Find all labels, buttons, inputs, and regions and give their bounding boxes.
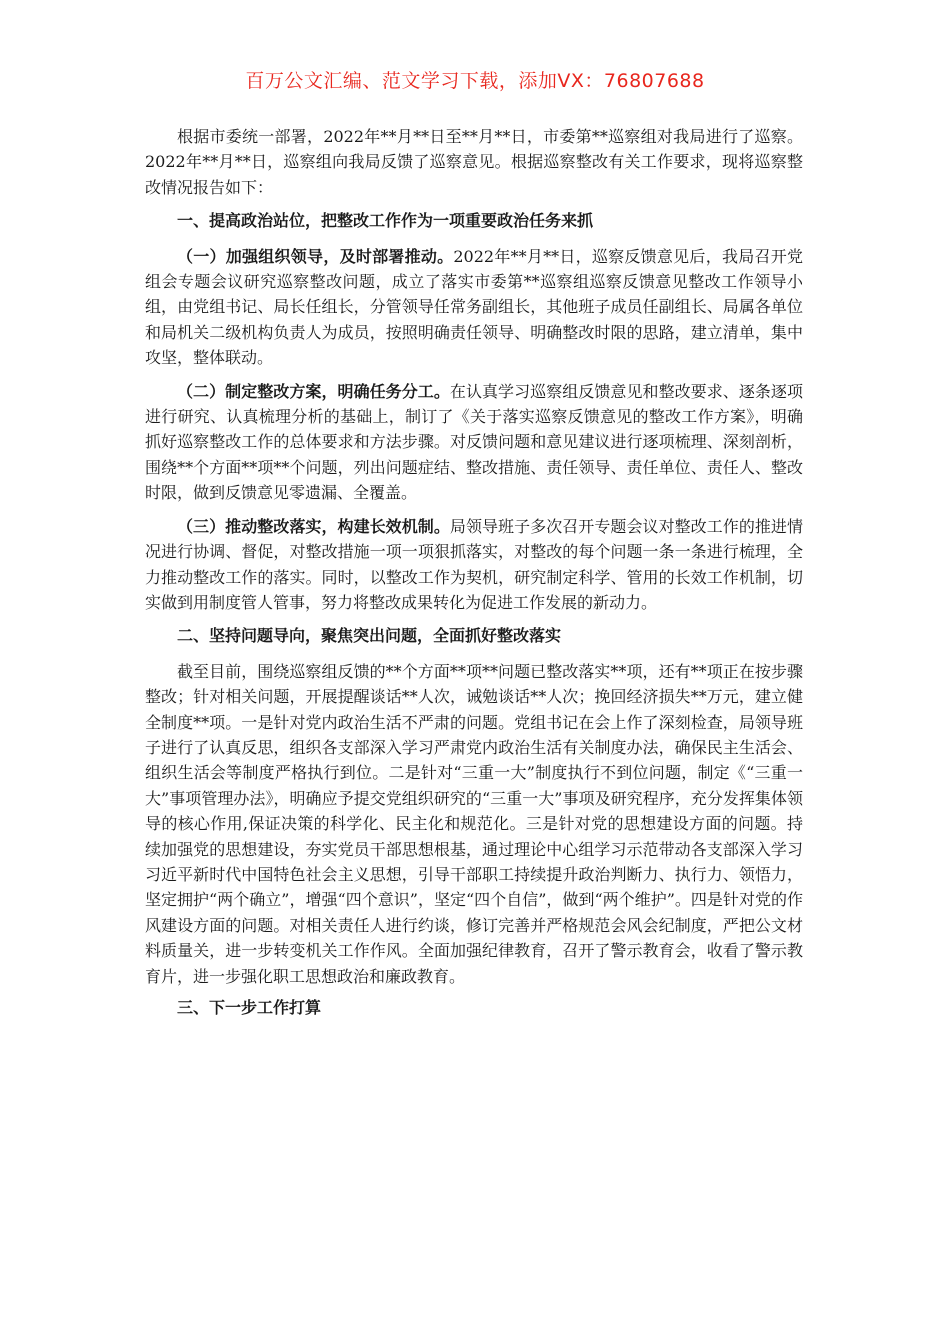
section1-item2-body: 在认真学习巡察组反馈意见和整改要求、逐条逐项进行研究、认真梳理分析的基础上，制订了《关于落实巡察反馈意见的整改工作方案》，明确抓好巡察整改工作的总体要求和方法步骤。对反馈问题和意见建议进行逐项梳理、深刻剖析，围绕**个方面**项**个问题，列出问题症结、整改措施、责任领导、责任单位、责任人、整改时限，做到反馈意见零遗漏、全覆盖。	[145, 381, 803, 503]
section1-item2	[145, 379, 803, 506]
section1-item3-body: 局领导班子多次召开专题会议对整改工作的推进情况进行协调、督促，对整改措施一项一项狠抓落实，对整改的每个问题一条一条进行梳理，全力推动整改工作的落实。同时，以整改工作为契机，研究制定科学、管用的长效工作机制，切实做到用制度管人管事，努力将整改成果转化为促进工作发展的新动力。	[145, 516, 803, 612]
section1-heading: 一、提高政治站位，把整改工作作为一项重要政治任务来抓	[177, 211, 594, 231]
section1-item1-body: 2022年**月**日，巡察反馈意见后，我局召开党组会专题会议研究巡察整改问题，成立了落实市委第**巡察组巡察反馈意见整改工作领导小组，由党组书记、局长任组长，分管领导任常务副组长，其他班子成员任副组长、局属各单位和局机关二级机构负责人为成员，按照明确责任领导、明确整改时限的思路，建立清单，集中攻坚，整体联动。	[145, 246, 803, 368]
section1-item1-title: （一）加强组织领导，及时部署推动。	[177, 246, 454, 266]
promo-banner: 百万公文汇编、范文学习下载，添加VX：76807688	[245, 70, 705, 92]
section1-item3	[145, 514, 803, 616]
section2-body: 截至目前，围绕巡察组反馈的**个方面**项**问题已整改落实**项，还有**项正在按步骤整改；针对相关问题，开展提醒谈话**人次，诫勉谈话**人次；挽回经济损失**万元，建立健全制度**项。一是针对党内政治生活不严肃的问题。党组书记在会上作了深刻检查，局领导班子进行了认真反思，组织各支部深入学习严肃党内政治生活有关制度办法，确保民主生活会、组织生活会等制度严格执行到位。二是针对“三重一大”制度执行不到位问题，制定《“三重一大”事项管理办法》，明确应予提交党组织研究的“三重一大”事项及研究程序，充分发挥集体领导的核心作用,保证决策的科学化、民主化和规范化。三是针对党的思想建设方面的问题。持续加强党的思想建设，夯实党员干部思想根基，通过理论中心组学习示范带动各支部深入学习习近平新时代中国特色社会主义思想，引导干部职工持续提升政治判断力、执行力、领悟力，坚定拥护“两个确立”，增强“四个意识”，坚定“四个自信”，做到“两个维护”。四是针对党的作风建设方面的问题。对相关责任人进行约谈，修订完善并严格规范会风会纪制度，严把公文材料质量关，进一步转变机关工作作风。全面加强纪律教育，召开了警示教育会，收看了警示教育片，进一步强化职工思想政治和廉政教育。	[145, 661, 803, 986]
section2-heading: 二、坚持问题导向，聚焦突出问题，全面抓好整改落实	[177, 626, 562, 646]
section3-heading: 三、下一步工作打算	[177, 998, 322, 1017]
section1-item2-title: （二）制定整改方案，明确任务分工。	[177, 381, 450, 401]
report-body	[145, 124, 803, 1030]
intro-paragraph: 根据市委统一部署，2022年**月**日至**月**日，市委第**巡察组对我局进行了巡察。2022年**月**日，巡察组向我局反馈了巡察意见。根据巡察整改有关工作要求，现将巡察整改情况报告如下：	[145, 127, 803, 197]
section1-item3-title: （三）推动整改落实，构建长效机制。	[177, 516, 450, 536]
section1-item1	[145, 244, 803, 371]
